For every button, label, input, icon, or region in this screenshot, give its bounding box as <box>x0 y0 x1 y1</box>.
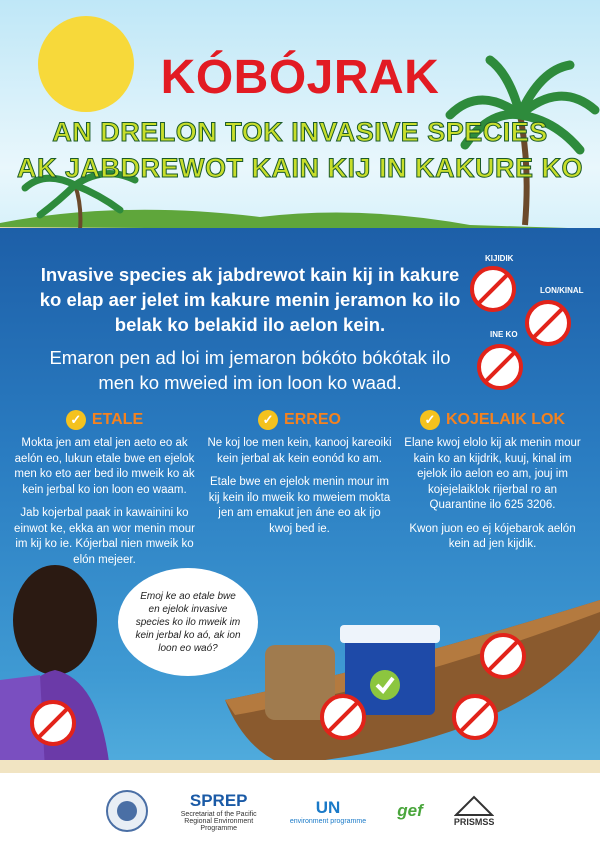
boat-rat-warning-icon <box>480 633 526 679</box>
prismss-logo: PRISMSS <box>454 795 495 827</box>
column-heading: ✓ KOJELAIK LOK <box>400 410 585 430</box>
column-paragraph: Etale bwe en ejelok menin mour im kij kein ilo mweik ko mweiem mokta jen am emakut jen áne eo ak ijo kwoj bed ie. <box>208 476 391 535</box>
boat-ant-warning-icon <box>452 694 498 740</box>
un-environment-logo: UN environment programme <box>289 797 367 825</box>
backpack-warning-icon <box>30 700 76 746</box>
thought-bubble: Emoj ke ao etale bwe en ejelok invasive species ko ilo mweik im kein jerbal ko aó, ak ion loon eo waó? <box>118 568 258 676</box>
page-title: KÓBÓJRAK <box>160 51 440 104</box>
marshall-islands-seal-icon <box>106 790 148 832</box>
seed-warning-icon <box>477 344 523 390</box>
subtitle-line-1: AN DRELON TOK INVASIVE SPECIES <box>52 117 548 147</box>
column-paragraph: Mokta jen am etal jen aeto eo ak aelón eo, lukun etale bwe en ejelok men ko eto aer bed ilo mweik ko ak kein jerbal ko ion loon eo waam. <box>14 437 195 496</box>
column-paragraph: Ne koj loe men kein, kanooj kareoiki kein jerbal ak kein eonód ko am. <box>207 437 392 465</box>
ant-warning-label: LON/KINAL <box>540 286 584 295</box>
bag-warning-icon <box>320 694 366 740</box>
sprep-logo: SPREP Secretariat of the Pacific Regional Environment Programme <box>180 790 257 832</box>
check-icon: ✓ <box>420 410 440 430</box>
column-kojelaik-lok <box>400 410 585 561</box>
intro-regular-text: Emaron pen ad loi im jemaron bókóto bókótak ilo men ko mweied im ion loon ko waad. <box>49 347 451 393</box>
footer-logos <box>0 773 600 849</box>
column-paragraph: Kwon juon eo ej kójebarok aelón kein ad jen kijdik. <box>409 522 576 550</box>
check-icon: ✓ <box>258 410 278 430</box>
column-paragraph: Elane kwoj elolo kij ak menin mour kain ko an kijdrik, kuuj, kinal im ejelok ilo aelon eo am, jouj im kojejelaiklok rijerbal ro an Quarantine ilo 625 3206. <box>404 437 581 511</box>
column-erreo <box>207 410 392 545</box>
rat-warning-label: KIJIDIK <box>485 254 514 263</box>
ant-warning-icon <box>525 300 571 346</box>
intro-bold-text: Invasive species ak jabdrewot kain kij in kakure ko elap aer jelet im kakure menin jeramon ko ilo belak ko belakid ilo aelon kein. <box>39 264 461 335</box>
gef-logo: gef <box>397 801 423 820</box>
check-icon: ✓ <box>66 410 86 430</box>
seed-warning-label: INE KO <box>490 330 518 339</box>
column-heading: ✓ ERREO <box>207 410 392 430</box>
column-etale <box>12 410 197 576</box>
column-paragraph: Jab kojerbal paak in kawainini ko einwot ke, ekka an wor menin mour im kij ko ie. Kójerbal nien mweik ko elón mejeer. <box>14 507 195 566</box>
column-heading: ✓ ETALE <box>12 410 197 430</box>
boat-illustration <box>225 590 600 765</box>
rat-warning-icon <box>470 266 516 312</box>
subtitle-line-2: AK JABDREWOT KAIN KIJ IN KAKURE KO <box>16 153 584 183</box>
